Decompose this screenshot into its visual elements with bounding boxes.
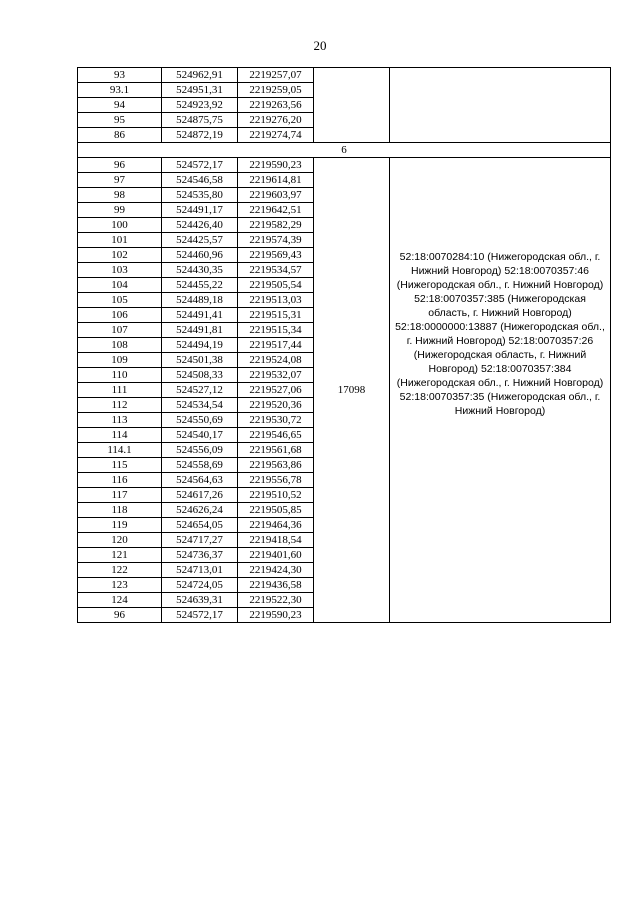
- y-coordinate-cell: 2219524,08: [238, 353, 314, 368]
- y-coordinate-cell: 2219534,57: [238, 263, 314, 278]
- y-coordinate-cell: 2219614,81: [238, 173, 314, 188]
- y-coordinate-cell: 2219561,68: [238, 443, 314, 458]
- point-number-cell: 121: [78, 548, 162, 563]
- point-number-cell: 97: [78, 173, 162, 188]
- table-row: [78, 158, 611, 173]
- y-coordinate-cell: 2219590,23: [238, 158, 314, 173]
- point-number-cell: 107: [78, 323, 162, 338]
- point-number-cell: 103: [78, 263, 162, 278]
- y-coordinate-cell: 2219520,36: [238, 398, 314, 413]
- coordinates-table: [77, 67, 611, 623]
- x-coordinate-cell: 524872,19: [162, 128, 238, 143]
- y-coordinate-cell: 2219274,74: [238, 128, 314, 143]
- y-coordinate-cell: 2219530,72: [238, 413, 314, 428]
- point-number-cell: 100: [78, 218, 162, 233]
- point-number-cell: 119: [78, 518, 162, 533]
- x-coordinate-cell: 524572,17: [162, 158, 238, 173]
- x-coordinate-cell: 524508,33: [162, 368, 238, 383]
- x-coordinate-cell: 524617,26: [162, 488, 238, 503]
- note-cell-empty: [390, 68, 611, 143]
- point-number-cell: 118: [78, 503, 162, 518]
- y-coordinate-cell: 2219424,30: [238, 563, 314, 578]
- point-number-cell: 113: [78, 413, 162, 428]
- y-coordinate-cell: 2219546,65: [238, 428, 314, 443]
- y-coordinate-cell: 2219574,39: [238, 233, 314, 248]
- x-coordinate-cell: 524491,17: [162, 203, 238, 218]
- coordinates-table-top: [78, 68, 611, 143]
- coordinates-table-main: [78, 158, 611, 623]
- x-coordinate-cell: 524556,09: [162, 443, 238, 458]
- y-coordinate-cell: 2219401,60: [238, 548, 314, 563]
- x-coordinate-cell: 524951,31: [162, 83, 238, 98]
- area-cell-empty: [314, 68, 390, 143]
- y-coordinate-cell: 2219582,29: [238, 218, 314, 233]
- point-number-cell: 101: [78, 233, 162, 248]
- x-coordinate-cell: 524426,40: [162, 218, 238, 233]
- x-coordinate-cell: 524546,58: [162, 173, 238, 188]
- x-coordinate-cell: 524724,05: [162, 578, 238, 593]
- y-coordinate-cell: 2219515,31: [238, 308, 314, 323]
- point-number-cell: 114: [78, 428, 162, 443]
- point-number-cell: 109: [78, 353, 162, 368]
- y-coordinate-cell: 2219590,23: [238, 608, 314, 623]
- cadastral-note-cell: [390, 158, 611, 623]
- x-coordinate-cell: 524494,19: [162, 338, 238, 353]
- point-number-cell: 105: [78, 293, 162, 308]
- y-coordinate-cell: 2219276,20: [238, 113, 314, 128]
- x-coordinate-cell: 524460,96: [162, 248, 238, 263]
- point-number-cell: 98: [78, 188, 162, 203]
- y-coordinate-cell: 2219436,58: [238, 578, 314, 593]
- x-coordinate-cell: 524491,41: [162, 308, 238, 323]
- point-number-cell: 123: [78, 578, 162, 593]
- y-coordinate-cell: 2219563,86: [238, 458, 314, 473]
- x-coordinate-cell: 524626,24: [162, 503, 238, 518]
- point-number-cell: 106: [78, 308, 162, 323]
- section-row: [78, 143, 611, 158]
- point-number-cell: 104: [78, 278, 162, 293]
- y-coordinate-cell: 2219532,07: [238, 368, 314, 383]
- x-coordinate-cell: 524962,91: [162, 68, 238, 83]
- x-coordinate-cell: 524425,57: [162, 233, 238, 248]
- point-number-cell: 94: [78, 98, 162, 113]
- point-number-cell: 114.1: [78, 443, 162, 458]
- point-number-cell: 108: [78, 338, 162, 353]
- x-coordinate-cell: 524535,80: [162, 188, 238, 203]
- x-coordinate-cell: 524430,35: [162, 263, 238, 278]
- x-coordinate-cell: 524534,54: [162, 398, 238, 413]
- point-number-cell: 124: [78, 593, 162, 608]
- y-coordinate-cell: 2219263,56: [238, 98, 314, 113]
- table-row: [78, 68, 611, 83]
- point-number-cell: 95: [78, 113, 162, 128]
- area-cell: 17098: [314, 158, 390, 623]
- point-number-cell: 122: [78, 563, 162, 578]
- y-coordinate-cell: 2219418,54: [238, 533, 314, 548]
- y-coordinate-cell: 2219642,51: [238, 203, 314, 218]
- y-coordinate-cell: 2219517,44: [238, 338, 314, 353]
- x-coordinate-cell: 524540,17: [162, 428, 238, 443]
- cadastral-note-text: 52:18:0070284:10 (Нижегородская обл., г. Нижний Новгород) 52:18:0070357:46 (Нижегородская обл., г. Нижний Новгород) 52:18:0070357:385 (Нижегородская область, г. Нижний Новгород) 52:18:0000000:13887 (Нижегородская обл., г. Нижний Новгород) 52:18:0070357:26 (Нижегородская область, г. Нижний Новгород) 52:18:0070357:384 (Нижегородская обл., г. Нижний Новгород) 52:18:0070357:35 (Нижегородская обл., г. Нижний Новгород): [395, 251, 605, 417]
- x-coordinate-cell: 524491,81: [162, 323, 238, 338]
- x-coordinate-cell: 524736,37: [162, 548, 238, 563]
- y-coordinate-cell: 2219603,97: [238, 188, 314, 203]
- section-header: [78, 143, 611, 158]
- y-coordinate-cell: 2219569,43: [238, 248, 314, 263]
- x-coordinate-cell: 524923,92: [162, 98, 238, 113]
- y-coordinate-cell: 2219513,03: [238, 293, 314, 308]
- point-number-cell: 117: [78, 488, 162, 503]
- y-coordinate-cell: 2219556,78: [238, 473, 314, 488]
- point-number-cell: 110: [78, 368, 162, 383]
- x-coordinate-cell: 524501,38: [162, 353, 238, 368]
- point-number-cell: 116: [78, 473, 162, 488]
- x-coordinate-cell: 524639,31: [162, 593, 238, 608]
- y-coordinate-cell: 2219527,06: [238, 383, 314, 398]
- point-number-cell: 93: [78, 68, 162, 83]
- y-coordinate-cell: 2219505,85: [238, 503, 314, 518]
- x-coordinate-cell: 524572,17: [162, 608, 238, 623]
- x-coordinate-cell: 524550,69: [162, 413, 238, 428]
- y-coordinate-cell: 2219505,54: [238, 278, 314, 293]
- x-coordinate-cell: 524489,18: [162, 293, 238, 308]
- y-coordinate-cell: 2219515,34: [238, 323, 314, 338]
- x-coordinate-cell: 524875,75: [162, 113, 238, 128]
- point-number-cell: 111: [78, 383, 162, 398]
- point-number-cell: 112: [78, 398, 162, 413]
- section-label: 6: [78, 143, 611, 158]
- x-coordinate-cell: 524564,63: [162, 473, 238, 488]
- point-number-cell: 93.1: [78, 83, 162, 98]
- y-coordinate-cell: 2219522,30: [238, 593, 314, 608]
- y-coordinate-cell: 2219510,52: [238, 488, 314, 503]
- point-number-cell: 120: [78, 533, 162, 548]
- point-number-cell: 115: [78, 458, 162, 473]
- x-coordinate-cell: 524713,01: [162, 563, 238, 578]
- x-coordinate-cell: 524654,05: [162, 518, 238, 533]
- point-number-cell: 86: [78, 128, 162, 143]
- x-coordinate-cell: 524455,22: [162, 278, 238, 293]
- x-coordinate-cell: 524527,12: [162, 383, 238, 398]
- x-coordinate-cell: 524558,69: [162, 458, 238, 473]
- x-coordinate-cell: 524717,27: [162, 533, 238, 548]
- y-coordinate-cell: 2219259,05: [238, 83, 314, 98]
- point-number-cell: 99: [78, 203, 162, 218]
- y-coordinate-cell: 2219464,36: [238, 518, 314, 533]
- y-coordinate-cell: 2219257,07: [238, 68, 314, 83]
- page-number: 20: [313, 38, 327, 53]
- point-number-cell: 96: [78, 158, 162, 173]
- point-number-cell: 102: [78, 248, 162, 263]
- point-number-cell: 96: [78, 608, 162, 623]
